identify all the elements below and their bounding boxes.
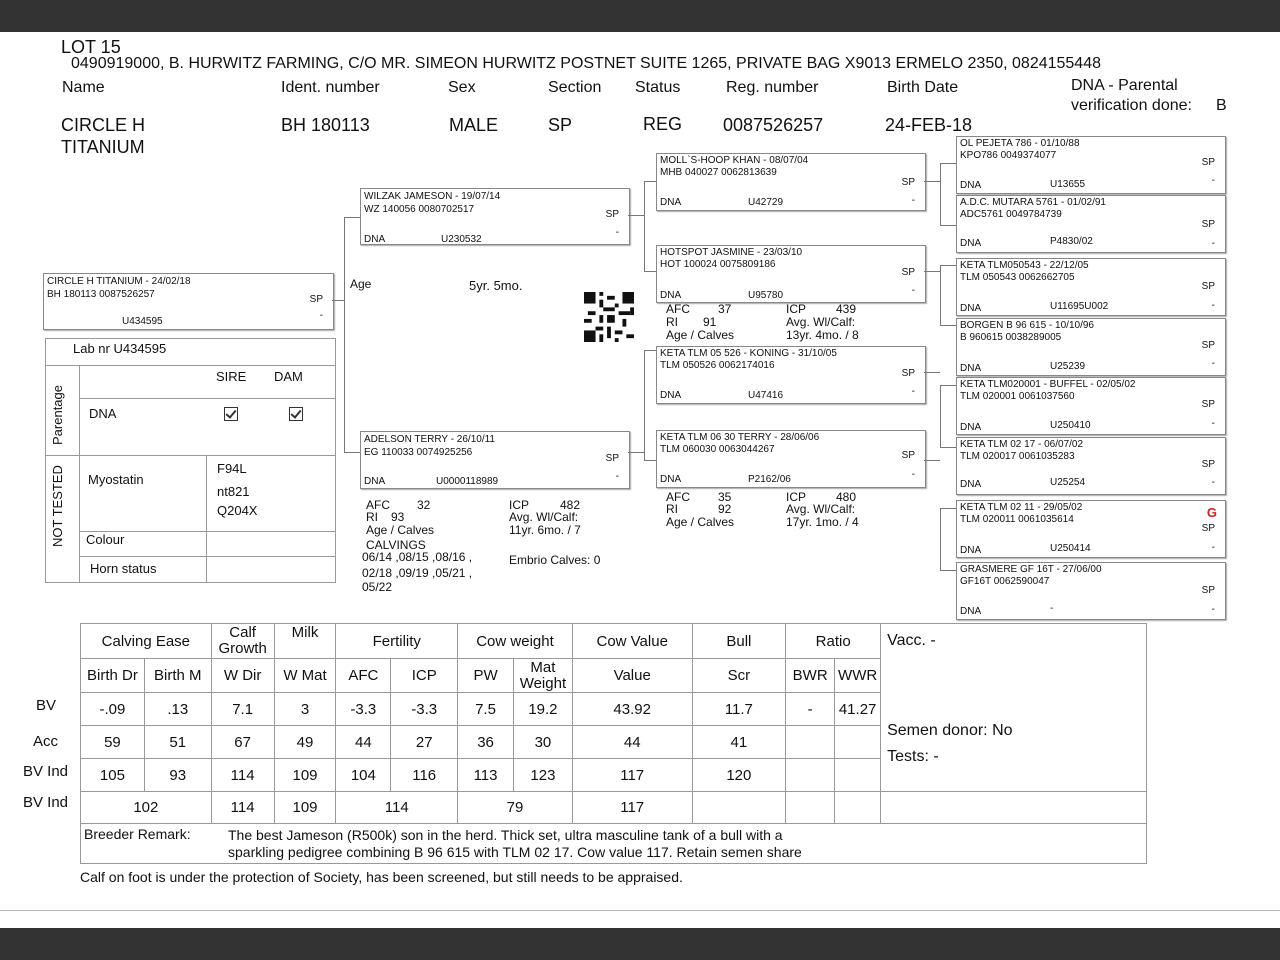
g3-ids: TLM 020011 0061035614: [960, 514, 1074, 525]
parentage-label: Parentage: [50, 385, 65, 445]
bv-cell: 19.2: [513, 693, 572, 726]
g2-title: KETA TLM 06 30 TERRY - 28/06/06: [660, 432, 820, 443]
g3-sp: SP: [1201, 157, 1215, 168]
connector: [940, 447, 956, 448]
g3-title: BORGEN B 96 615 - 10/10/96: [960, 320, 1094, 331]
value-dna: B: [1216, 97, 1227, 114]
animal-box: [43, 273, 334, 330]
animal-box-dna: U434595: [122, 316, 163, 327]
dam-ri-label: RI: [366, 510, 378, 524]
acc-cell: 44: [572, 726, 692, 759]
label-birth: Birth Date: [887, 79, 959, 96]
connector: [940, 325, 956, 326]
label-ident: Ident. number: [281, 79, 380, 96]
ind-cell: 105: [81, 759, 145, 792]
connector: [344, 452, 360, 453]
g3-dna-label: DNA: [960, 606, 982, 617]
connector: [924, 460, 940, 461]
g3-sp: SP: [1201, 523, 1215, 534]
g3-title: A.D.C. MUTARA 5761 - 01/02/91: [960, 197, 1106, 208]
acc-cell: 67: [211, 726, 274, 759]
dam-col-label: DAM: [274, 369, 303, 384]
connector: [924, 181, 940, 182]
g3-box: [956, 258, 1226, 316]
age-label: Age: [350, 277, 372, 291]
g2-dash: -: [911, 386, 915, 397]
value-birth: 24-FEB-18: [885, 115, 973, 135]
g2-box: [656, 346, 926, 404]
g3-title: OL PEJETA 786 - 01/10/88: [960, 138, 1080, 149]
qr-code: [583, 292, 635, 342]
breeder-remark-line-2: sparkling pedigree combining B 96 615 with TLM 02 17. Cow value 117. Retain semen share: [228, 844, 802, 860]
connector: [940, 163, 941, 225]
connector: [344, 217, 345, 452]
dam-calvings-1: 06/14 ,08/15 ,08/16 ,: [362, 550, 473, 564]
ind2-cell: 109: [274, 792, 336, 824]
dam-dna: U0000118989: [436, 476, 499, 487]
connector: [644, 460, 656, 461]
connector: [940, 163, 956, 164]
g3-dna-label: DNA: [960, 545, 982, 556]
colour-label: Colour: [86, 532, 125, 547]
animal-box-dash: -: [319, 310, 323, 321]
breeder-remark-cell: [81, 824, 1147, 864]
lot-number: LOT 15: [61, 37, 121, 57]
terry-age-calves: Age / Calves: [666, 515, 735, 529]
acc-cell: 44: [336, 726, 391, 759]
acc-cell: 27: [391, 726, 458, 759]
g3-dash: -: [1211, 418, 1215, 429]
terry-ri: 92: [718, 502, 732, 516]
g3-ids: TLM 020001 0061037560: [960, 391, 1075, 402]
label-reg: Reg. number: [726, 79, 819, 96]
g3-dash: -: [1211, 604, 1215, 615]
dam-icp-label: ICP: [509, 498, 530, 512]
connector: [940, 508, 941, 570]
g2-dna-label: DNA: [660, 390, 682, 401]
connector: [940, 265, 956, 266]
g2-ids: TLM 050526 0062174016: [660, 360, 775, 371]
g3-dna-label: DNA: [960, 363, 982, 374]
connector: [940, 570, 956, 571]
ind-cell: 117: [572, 759, 692, 792]
bv-row-label: BV: [36, 697, 57, 714]
semen-donor-text: Semen donor: No: [887, 722, 1013, 739]
g3-sp: SP: [1201, 340, 1215, 351]
myostatin-label: Myostatin: [88, 472, 144, 487]
dam-calvings-2: 02/18 ,09/19 ,05/21 ,: [362, 566, 473, 580]
ind-cell: [835, 759, 881, 792]
ind-cell: 114: [211, 759, 274, 792]
group-calf-growth: Calf Growth: [211, 624, 274, 659]
g3-ids: KPO786 0049374077: [960, 150, 1057, 161]
dam-calvings-3: 05/22: [362, 580, 393, 594]
ind-cell: 109: [274, 759, 336, 792]
animal-box-sp: SP: [309, 294, 323, 305]
connector: [644, 350, 656, 351]
ind-cell: 116: [391, 759, 458, 792]
connector: [940, 385, 956, 386]
acc-cell: 49: [274, 726, 336, 759]
col-pw: PW: [458, 659, 514, 693]
connector: [644, 181, 656, 182]
terry-avg-label: Avg. Wl/Calf:: [786, 502, 856, 516]
dam-avg-value: 11yr. 6mo. / 7: [509, 523, 581, 537]
g3-dna: P4830/02: [1050, 236, 1093, 247]
g3-dna-label: DNA: [960, 422, 982, 433]
bottom-bar: [0, 928, 1280, 960]
g2-sp: SP: [901, 368, 915, 379]
g3-dash: -: [1211, 358, 1215, 369]
connector: [940, 385, 941, 447]
bv-table: [80, 623, 1147, 864]
g3-title: KETA TLM020001 - BUFFEL - 02/05/02: [960, 379, 1136, 390]
connector: [644, 181, 645, 271]
age-value: 5yr. 5mo.: [469, 278, 523, 293]
col-w-dir: W Dir: [211, 659, 274, 693]
connector: [940, 265, 941, 325]
tests-text: Tests: -: [887, 748, 939, 765]
acc-cell: 59: [81, 726, 145, 759]
g2-dna: U42729: [748, 197, 784, 208]
col-bwr: BWR: [786, 659, 835, 693]
col-birth-m: Birth M: [144, 659, 211, 693]
connector: [332, 300, 344, 301]
connector: [628, 215, 644, 216]
g2-dna-label: DNA: [660, 474, 682, 485]
g3-dna: U250410: [1050, 420, 1091, 431]
acc-cell: 30: [513, 726, 572, 759]
ind-cell: [786, 759, 835, 792]
acc-cell: 41: [692, 726, 786, 759]
g2-dash: -: [911, 285, 915, 296]
dam-dash: -: [615, 471, 619, 482]
g3-dna: U250414: [1050, 543, 1091, 554]
g3-dna-label: DNA: [960, 303, 982, 314]
bv-cell: -3.3: [336, 693, 391, 726]
ind-cell: 113: [458, 759, 514, 792]
jasmine-afc-label: AFC: [666, 302, 690, 316]
bv-cell: 3: [274, 693, 336, 726]
terry-afc: 35: [718, 490, 732, 504]
terry-afc-label: AFC: [666, 490, 690, 504]
g2-dash: -: [911, 195, 915, 206]
value-section: SP: [548, 115, 573, 135]
footer-note: Calf on foot is under the protection of Society, has been screened, but still needs to be appraised.: [80, 869, 683, 885]
g3-dna-label: DNA: [960, 180, 982, 191]
dam-afc-label: AFC: [366, 498, 390, 512]
acc-cell: 51: [144, 726, 211, 759]
bv-ind-row-label-2: BV Ind: [23, 794, 69, 811]
top-bar: [0, 0, 1280, 32]
bv-cell: -3.3: [391, 693, 458, 726]
bv-cell: -: [786, 693, 835, 726]
bv-cell: .13: [144, 693, 211, 726]
g3-dna: -: [1050, 603, 1054, 614]
g3-ids: TLM 050543 0062662705: [960, 272, 1075, 283]
g3-sp: SP: [1201, 399, 1215, 410]
value-reg: 0087526257: [723, 115, 824, 135]
bv-cell: 7.1: [211, 693, 274, 726]
dam-dna-label: DNA: [364, 476, 386, 487]
terry-avg-value: 17yr. 1mo. / 4: [786, 515, 859, 529]
g3-title: GRASMERE GF 16T - 27/06/00: [960, 564, 1102, 575]
bv-cell: 43.92: [572, 693, 692, 726]
dam-afc: 32: [417, 498, 431, 512]
col-w-mat: W Mat: [274, 659, 336, 693]
connector: [924, 372, 940, 373]
parentage-section: [46, 365, 80, 455]
ind2-cell: 79: [458, 792, 573, 824]
g2-dna-label: DNA: [660, 197, 682, 208]
group-milk: Milk: [274, 624, 336, 659]
g3-dna: U13655: [1050, 179, 1086, 190]
animal-name-2: TITANIUM: [61, 137, 145, 157]
ind-cell: 104: [336, 759, 391, 792]
col-birth-dr: Birth Dr: [81, 659, 145, 693]
jasmine-ri: 91: [703, 315, 717, 329]
g2-dna: P2162/06: [748, 474, 791, 485]
value-ident: BH 180113: [281, 115, 370, 135]
g2-sp: SP: [901, 177, 915, 188]
dam-avg-label: Avg. Wl/Calf:: [509, 510, 579, 524]
dam-calvings-label: CALVINGS: [366, 538, 426, 552]
g3-dna-label: DNA: [960, 238, 982, 249]
col-value: Value: [572, 659, 692, 693]
bv-cell: 7.5: [458, 693, 514, 726]
bv-ind-row-label: BV Ind: [23, 763, 69, 780]
dam-ids: EG 110033 0074925256: [364, 447, 473, 458]
sire-dna-check-icon: [224, 407, 238, 421]
g2-title: KETA TLM 05 526 - KONING - 31/10/05: [660, 348, 837, 359]
g2-box: [656, 245, 926, 303]
connector: [644, 271, 656, 272]
connector: [644, 350, 645, 460]
g3-dash: -: [1211, 175, 1215, 186]
sire-title: WILZAK JAMESON - 19/07/14: [364, 191, 501, 202]
g3-dna: U25239: [1050, 361, 1086, 372]
jasmine-icp-label: ICP: [786, 302, 807, 316]
g3-ids: TLM 020017 0061035283: [960, 451, 1075, 462]
dam-title: ADELSON TERRY - 26/10/11: [364, 434, 495, 445]
ind2-cell: [786, 792, 835, 824]
footer-divider: [0, 910, 1280, 911]
dam-dna-check-icon: [289, 407, 303, 421]
ind2-cell: [692, 792, 786, 824]
ind2-cell: 114: [211, 792, 274, 824]
connector: [924, 271, 940, 272]
lab-panel: [45, 338, 336, 583]
dam-embrio: Embrio Calves: 0: [509, 553, 601, 567]
lab-nr: Lab nr U434595: [73, 341, 167, 356]
g3-dna-label: DNA: [960, 479, 982, 490]
g2-sp: SP: [901, 267, 915, 278]
value-status: REG: [643, 114, 683, 134]
terry-icp-label: ICP: [786, 490, 807, 504]
ind2-cell: [881, 792, 1147, 824]
bv-cell: 11.7: [692, 693, 786, 726]
g2-ids: MHB 040027 0062813639: [660, 167, 777, 178]
bv-cell: -.09: [81, 693, 145, 726]
not-tested-section: [46, 455, 80, 582]
sire-dash: -: [615, 227, 619, 238]
g3-sp: SP: [1201, 281, 1215, 292]
g3-box: [956, 500, 1226, 558]
g2-title: HOTSPOT JASMINE - 23/03/10: [660, 247, 803, 258]
jasmine-avg-value: 13yr. 4mo. / 8: [786, 328, 859, 342]
g3-title: KETA TLM050543 - 22/12/05: [960, 260, 1089, 271]
g2-ids: HOT 100024 0075809186: [660, 259, 776, 270]
g3-box: [956, 318, 1226, 376]
group-cow-weight: Cow weight: [458, 624, 573, 659]
group-cow-value: Cow Value: [572, 624, 692, 659]
acc-cell: 36: [458, 726, 514, 759]
g3-title: KETA TLM 02 17 - 06/07/02: [960, 439, 1084, 450]
sire-dna-label: DNA: [364, 234, 386, 245]
breeder-remark-line-1: The best Jameson (R500k) son in the herd. Thick set, ultra masculine tank of a bull with a: [228, 827, 783, 843]
breeder-remark-label: Breeder Remark:: [84, 826, 191, 842]
myostatin-nt821: nt821: [217, 484, 250, 499]
acc-row-label: Acc: [33, 733, 59, 750]
not-tested-label: NOT TESTED: [50, 465, 65, 547]
g3-dna: U25254: [1050, 477, 1086, 488]
group-bull: Bull: [692, 624, 786, 659]
acc-cell: [786, 726, 835, 759]
g3-dash: -: [1211, 238, 1215, 249]
g2-sp: SP: [901, 450, 915, 461]
g2-dash: -: [911, 469, 915, 480]
dam-sp: SP: [605, 453, 619, 464]
g3-box: [956, 136, 1226, 194]
sire-dna: U230532: [441, 234, 482, 245]
g3-box: [956, 195, 1226, 253]
connector: [940, 225, 956, 226]
animal-name: CIRCLE H: [61, 115, 146, 135]
jasmine-icp: 439: [836, 302, 857, 316]
g2-box: [656, 430, 926, 488]
jasmine-ri-label: RI: [666, 315, 678, 329]
dna-row-label: DNA: [89, 406, 117, 421]
g3-ids: ADC5761 0049784739: [960, 209, 1062, 220]
g2-dna: U47416: [748, 390, 784, 401]
group-calving-ease: Calving Ease: [81, 624, 212, 659]
g2-title: MOLL`S-HOOP KHAN - 08/07/04: [660, 155, 809, 166]
g3-dash: -: [1211, 542, 1215, 553]
dam-age-calves-label: Age / Calves: [366, 523, 435, 537]
ind-cell: 120: [692, 759, 786, 792]
myostatin-f94l: F94L: [217, 461, 247, 476]
animal-box-ids: BH 180113 0087526257: [47, 289, 155, 300]
g3-dash: -: [1211, 477, 1215, 488]
g3-dash: -: [1211, 300, 1215, 311]
g2-dna: U95780: [748, 290, 784, 301]
label-dna-2: verification done:: [1071, 97, 1192, 114]
connector: [628, 452, 644, 453]
g3-sp: SP: [1201, 459, 1215, 470]
g3-sp: SP: [1201, 219, 1215, 230]
g3-box: [956, 377, 1226, 435]
acc-cell: [835, 726, 881, 759]
ind2-cell: 102: [81, 792, 212, 824]
col-wwr: WWR: [835, 659, 881, 693]
dam-icp: 482: [560, 498, 581, 512]
jasmine-avg-label: Avg. Wl/Calf:: [786, 315, 856, 329]
g3-title: KETA TLM 02 11 - 29/05/02: [960, 502, 1083, 513]
sire-col-label: SIRE: [216, 369, 247, 384]
terry-ri-label: RI: [666, 502, 678, 516]
label-status: Status: [635, 79, 681, 96]
g3-sp: SP: [1201, 585, 1215, 596]
label-section: Section: [548, 79, 602, 96]
jasmine-afc: 37: [718, 302, 732, 316]
g2-ids: TLM 060030 0063044267: [660, 444, 775, 455]
label-name: Name: [62, 79, 105, 96]
ind2-cell: 114: [336, 792, 458, 824]
ind2-cell: 117: [572, 792, 692, 824]
g2-box: [656, 153, 926, 211]
ind-cell: 93: [144, 759, 211, 792]
group-ratio: Ratio: [786, 624, 881, 659]
ind-cell: 123: [513, 759, 572, 792]
col-icp: ICP: [391, 659, 458, 693]
terry-icp: 480: [836, 490, 857, 504]
g3-dna: U11695U002: [1050, 301, 1109, 312]
g3-ids: B 960615 0038289005: [960, 332, 1062, 343]
label-dna: DNA - Parental: [1071, 77, 1178, 94]
value-sex: MALE: [449, 115, 499, 135]
notes-cell: [881, 624, 1147, 792]
horn-status-label: Horn status: [90, 561, 157, 576]
g3-box: [956, 562, 1226, 620]
animal-box-title: CIRCLE H TITANIUM - 24/02/18: [47, 276, 191, 287]
col-scr: Scr: [692, 659, 786, 693]
g3-ids: GF16T 0062590047: [960, 576, 1050, 587]
myostatin-q204x: Q204X: [217, 503, 258, 518]
connector: [940, 508, 956, 509]
jasmine-age-calves: Age / Calves: [666, 328, 735, 342]
logo-icon: G: [1206, 505, 1217, 520]
col-mat-weight: Mat Weight: [513, 659, 572, 693]
vacc-text: Vacc. -: [887, 632, 936, 649]
group-fertility: Fertility: [336, 624, 458, 659]
dam-ri: 93: [391, 510, 405, 524]
sire-sp: SP: [605, 209, 619, 220]
col-afc: AFC: [336, 659, 391, 693]
sire-box: [360, 188, 630, 245]
g3-box: [956, 437, 1226, 495]
sire-ids: WZ 140056 0080702517: [364, 204, 475, 215]
dam-box: [360, 431, 630, 489]
connector: [344, 217, 360, 218]
owner-address: 0490919000, B. HURWITZ FARMING, C/O MR. SIMEON HURWITZ POSTNET SUITE 1265, PRIVATE BAG X9013 ERMELO 2350, 0824155448: [71, 55, 1101, 72]
ind2-cell: [835, 792, 881, 824]
label-sex: Sex: [448, 79, 476, 96]
bv-cell: 41.27: [835, 693, 881, 726]
g2-dna-label: DNA: [660, 290, 682, 301]
